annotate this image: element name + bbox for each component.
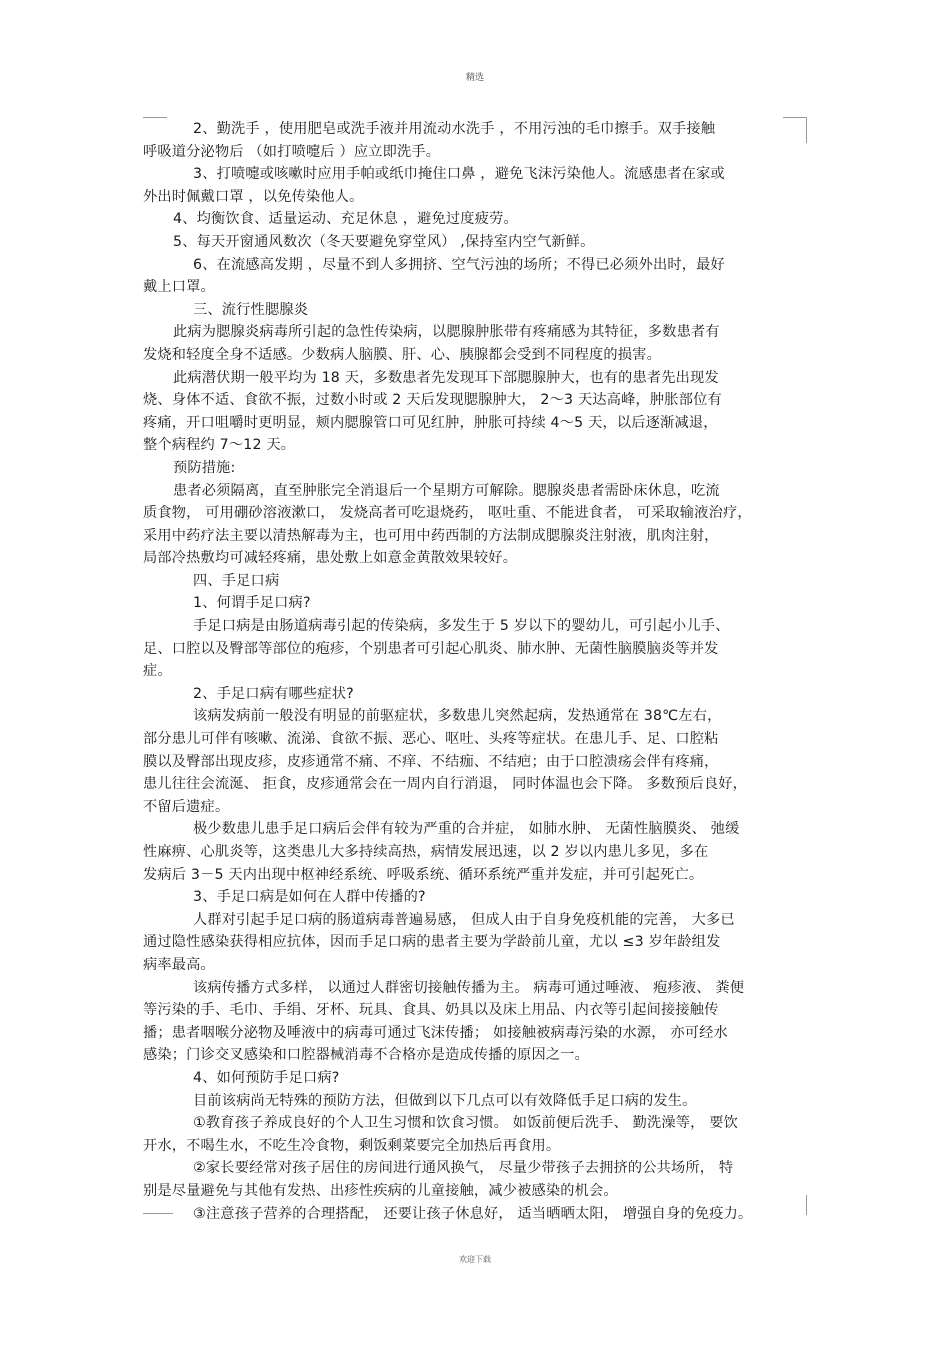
- text-line: 四、手足口病: [193, 572, 280, 589]
- text-line: 患者必须隔离，直至肿胀完全消退后一个星期方可解除。腮腺炎患者需卧床休息，吃流: [173, 482, 720, 499]
- text-line: 4、如何预防手足口病?: [193, 1069, 340, 1086]
- text-line: 等污染的手、毛巾、手绢、牙杯、玩具、食具、奶具以及床上用品、内衣等引起间接接触传: [143, 1002, 719, 1019]
- text-line: 该病传播方式多样， 以通过人群密切接触传播为主。 病毒可通过唾液、 疱疹液、 粪便: [193, 979, 745, 996]
- text-line: 别是尽量避免与其他有发热、出疹性疾病的儿童接触，减少被感染的机会。: [143, 1182, 618, 1199]
- page-footer: 欢迎下载: [459, 1255, 491, 1264]
- text-line: 病率最高。: [143, 956, 215, 973]
- text-line: 戴上口罩。: [143, 279, 215, 296]
- text-line: 4、均衡饮食、适量运动、充足休息 ，避免过度疲劳。: [173, 211, 518, 228]
- text-line: 质食物， 可用硼砂溶液漱口， 发烧高者可吃退烧药， 呕吐重、不能进食者， 可采取输液治疗，: [143, 505, 752, 522]
- document-body: [143, 118, 807, 1225]
- text-line: 人群对引起手足口病的肠道病毒普遍易感， 但成人由于自身免疫机能的完善， 大多已: [193, 911, 735, 928]
- text-line: 三、流行性腮腺炎: [193, 301, 309, 318]
- text-line: 此病潜伏期一般平均为 18 天，多数患者先发现耳下部腮腺肿大，也有的患者先出现发: [173, 369, 719, 386]
- text-line: 足、口腔以及臀部等部位的疱疹，个别患者可引起心肌炎、肺水肿、无菌性脑膜脑炎等并发: [143, 640, 719, 657]
- text-line: 整个病程约 7～12 天。: [143, 437, 296, 454]
- text-line: 极少数患儿患手足口病后会伴有较为严重的合并症， 如肺水肿、 无菌性脑膜炎、 弛缓: [193, 821, 740, 838]
- text-line: 2、勤洗手 ，使用肥皂或洗手液并用流动水洗手 ，不用污浊的毛巾擦手。双手接触: [193, 121, 716, 137]
- text-line: 通过隐性感染获得相应抗体，因而手足口病的患者主要为学龄前儿童，尤以 ≤3 岁年龄组发: [143, 934, 721, 951]
- text-line: 患儿往往会流涎、 拒食，皮疹通常会在一周内自行消退， 同时体温也会下降。 多数预后良好，: [143, 776, 748, 793]
- text-line: 感染；门诊交叉感染和口腔器械消毒不合格亦是造成传播的原因之一。: [143, 1047, 590, 1064]
- text-line: 开水，不喝生水，不吃生冷食物，剩饭剩菜要完全加热后再食用。: [143, 1137, 561, 1154]
- text-line: 播；患者咽喉分泌物及唾液中的病毒可通过飞沫传播； 如接触被病毒污染的水源， 亦可经水: [143, 1024, 728, 1041]
- text-line: 目前该病尚无特殊的预防方法，但做到以下几点可以有效降低手足口病的发生。: [193, 1092, 697, 1109]
- page-header: 精选: [465, 73, 484, 83]
- text-line: 疼痛，开口咀嚼时更明显，颊内腮腺管口可见红肿，肿胀可持续 4～5 天，以后逐渐减退，: [143, 414, 718, 431]
- text-line: 此病为腮腺炎病毒所引起的急性传染病，以腮腺肿胀带有疼痛感为其特征，多数患者有: [173, 324, 720, 341]
- text-line: 该病发病前一般没有明显的前驱症状，多数患儿突然起病，发热通常在 38℃左右，: [193, 708, 722, 725]
- text-line: ②家长要经常对孩子居住的房间进行通风换气， 尽量少带孩子去拥挤的公共场所， 特: [193, 1160, 734, 1177]
- text-line: 采用中药疗法主要以清热解毒为主，也可用中药西制的方法制成腮腺炎注射液，肌肉注射，: [143, 527, 719, 544]
- text-line: 膜以及臀部出现皮疹，皮疹通常不痛、不痒、不结痂、不结疤；由于口腔溃疡会伴有疼痛，: [143, 753, 719, 770]
- text-line: 预防措施:: [173, 459, 236, 476]
- text-line: 外出时佩戴口罩 ，以免传染他人。: [143, 188, 364, 205]
- text-line: 发病后 3－5 天内出现中枢神经系统、呼吸系统、循环系统严重并发症，并可引起死亡。: [143, 866, 704, 883]
- text-line: 烧、身体不适、食欲不振，过数小时或 2 天后发现腮腺肿大， 2～3 天达高峰，肿胀部位有: [143, 392, 722, 409]
- text-line: 1、何谓手足口病?: [193, 595, 311, 612]
- text-line: 不留后遗症。: [143, 798, 230, 815]
- text-line: 3、手足口病是如何在人群中传播的?: [193, 889, 426, 906]
- text-line: 发烧和轻度全身不适感。少数病人脑膜、肝、心、胰腺都会受到不同程度的损害。: [143, 346, 661, 363]
- text-line: ③注意孩子营养的合理搭配， 还要让孩子休息好， 适当晒晒太阳， 增强自身的免疫力。: [193, 1205, 753, 1222]
- text-line: 6、在流感高发期 ，尽量不到人多拥挤、空气污浊的场所；不得已必须外出时，最好: [193, 256, 725, 273]
- text-line: 5、每天开窗通风数次（冬天要避免穿堂风） ,保持室内空气新鲜。: [173, 233, 595, 250]
- text-line: 3、打喷嚏或咳嗽时应用手帕或纸巾掩住口鼻 ，避免飞沫污染他人。流感患者在家或: [193, 166, 725, 183]
- text-line: 2、手足口病有哪些症状?: [193, 685, 354, 702]
- text-line: ①教育孩子养成良好的个人卫生习惯和饮食习惯。 如饭前便后洗手、 勤洗澡等， 要饮: [193, 1115, 739, 1132]
- text-line: 局部冷热敷均可减轻疼痛，患处敷上如意金黄散效果较好。: [143, 550, 518, 567]
- text-line: 手足口病是由肠道病毒引起的传染病，多发生于 5 岁以下的婴幼儿，可引起小儿手、: [193, 618, 730, 635]
- text-line: 性麻痹、心肌炎等，这类患儿大多持续高热，病情发展迅速，以 2 岁以内患儿多见，多在: [143, 844, 709, 860]
- text-line: 呼吸道分泌物后 （如打喷嚏后 ）应立即洗手。: [143, 143, 441, 160]
- text-line: 症。: [143, 663, 172, 680]
- text-line: 部分患儿可伴有咳嗽、流涕、食欲不振、恶心、呕吐、头疼等症状。在患儿手、足、口腔粘: [143, 731, 719, 748]
